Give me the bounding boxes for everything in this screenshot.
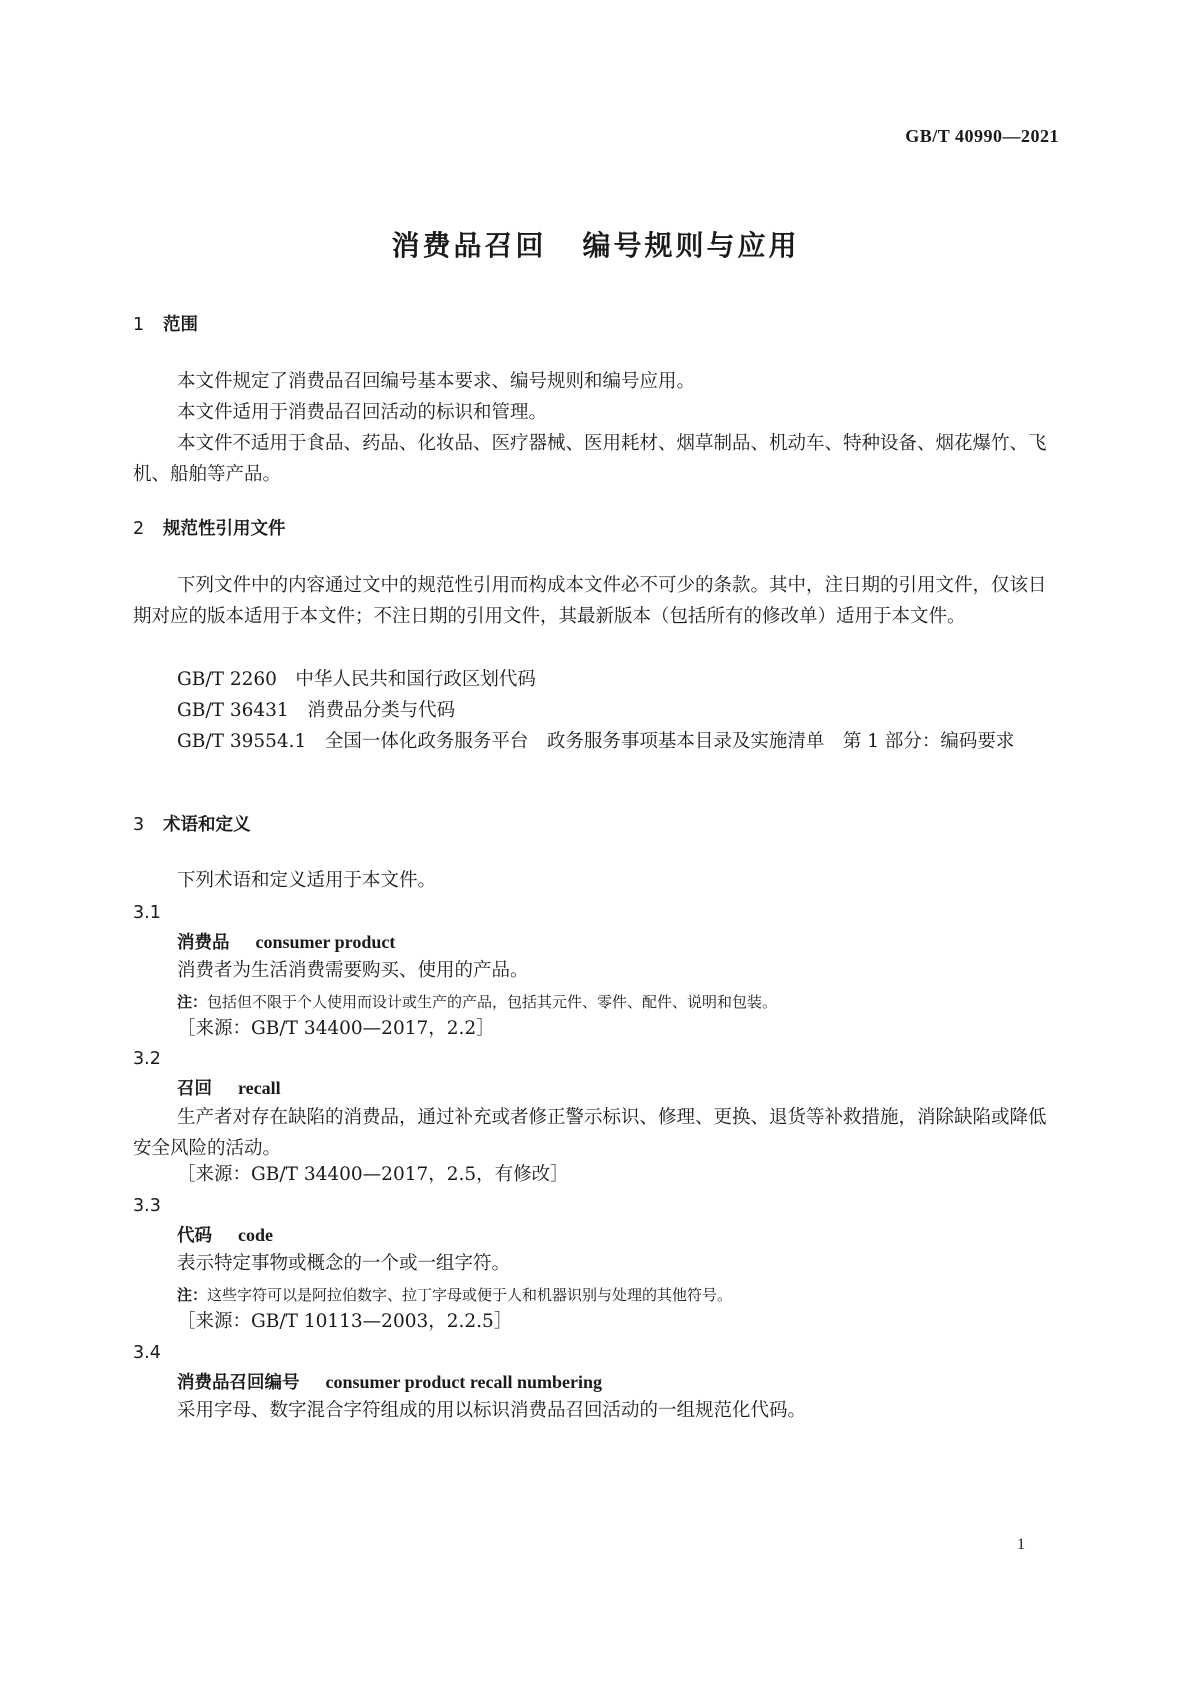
note-label: 注： (177, 1286, 208, 1304)
paragraph: 本文件规定了消费品召回编号基本要求、编号规则和编号应用。 (177, 371, 696, 392)
term-number: 3.3 (133, 1196, 161, 1216)
note-text: 这些字符可以是阿拉伯数字、拉丁字母或便于人和机器识别与处理的其他符号。 (207, 1286, 733, 1304)
normative-reference: GB/T 39554.1 全国一体化政务服务平台 政务服务事项基本目录及实施清单 第 1 部分：编码要求 (177, 731, 1015, 752)
term-source: ［来源：GB/T 10113—2003，2.2.5］ (177, 1311, 513, 1332)
term-heading (177, 929, 395, 954)
term-definition: 消费者为生活消费需要购买、使用的产品。 (177, 960, 529, 981)
section-number: 2 (133, 519, 145, 539)
term-zh: 消费品召回编号 (177, 1373, 300, 1393)
section-title: 术语和定义 (163, 815, 251, 835)
term-en: recall (238, 1078, 281, 1098)
term-en: consumer product recall numbering (325, 1372, 603, 1392)
term-en: consumer product (255, 932, 396, 952)
term-note (177, 1284, 732, 1305)
term-note (177, 991, 777, 1012)
note-label: 注： (177, 993, 208, 1011)
term-definition: 生产者对存在缺陷的消费品，通过补充或者修正警示标识、修理、更换、退货等补救措施，消除缺陷或降低安全风险的活动。 (133, 1107, 1047, 1159)
term-number: 3.4 (133, 1343, 161, 1363)
term-definition: 采用字母、数字混合字符组成的用以标识消费品召回活动的一组规范化代码。 (177, 1400, 807, 1421)
term-heading (177, 1222, 273, 1247)
term-number: 3.2 (133, 1049, 161, 1069)
section-number: 3 (133, 815, 145, 835)
section-title: 范围 (163, 315, 198, 335)
term-heading (177, 1369, 602, 1394)
paragraph: 下列术语和定义适用于本文件。 (177, 870, 437, 891)
section-number: 1 (133, 315, 145, 335)
document-title (0, 224, 1191, 264)
term-zh: 代码 (177, 1226, 212, 1246)
term-en: code (238, 1225, 273, 1245)
term-source: ［来源：GB/T 34400—2017，2.2］ (177, 1018, 495, 1039)
paragraph: 本文件不适用于食品、药品、化妆品、医疗器械、医用耗材、烟草制品、机动车、特种设备、烟花爆竹、飞机、船舶等产品。 (133, 433, 1047, 485)
term-definition: 表示特定事物或概念的一个或一组字符。 (177, 1253, 511, 1274)
title-part-2: 编号规则与应用 (582, 229, 800, 262)
normative-reference: GB/T 36431 消费品分类与代码 (177, 700, 456, 721)
paragraph: 下列文件中的内容通过文中的规范性引用而构成本文件必不可少的条款。其中，注日期的引用文件，仅该日期对应的版本适用于本文件；不注日期的引用文件，其最新版本（包括所有的修改单）适用于本文件。 (133, 575, 1047, 627)
term-number: 3.1 (133, 903, 161, 923)
term-heading (177, 1075, 281, 1100)
section-title: 规范性引用文件 (163, 519, 286, 539)
title-part-1: 消费品召回 (391, 229, 547, 262)
section-1-heading (133, 311, 198, 336)
paragraph: 本文件适用于消费品召回活动的标识和管理。 (177, 402, 548, 423)
normative-reference: GB/T 2260 中华人民共和国行政区划代码 (177, 669, 536, 690)
page-number: 1 (1017, 1536, 1025, 1553)
term-zh: 召回 (177, 1079, 212, 1099)
note-text: 包括但不限于个人使用而设计或生产的产品，包括其元件、零件、配件、说明和包装。 (207, 993, 778, 1011)
term-zh: 消费品 (177, 933, 230, 953)
term-source: ［来源：GB/T 34400—2017，2.5，有修改］ (177, 1164, 569, 1185)
section-3-heading (133, 811, 251, 836)
section-2-heading (133, 515, 286, 540)
document-id: GB/T 40990—2021 (905, 126, 1059, 146)
